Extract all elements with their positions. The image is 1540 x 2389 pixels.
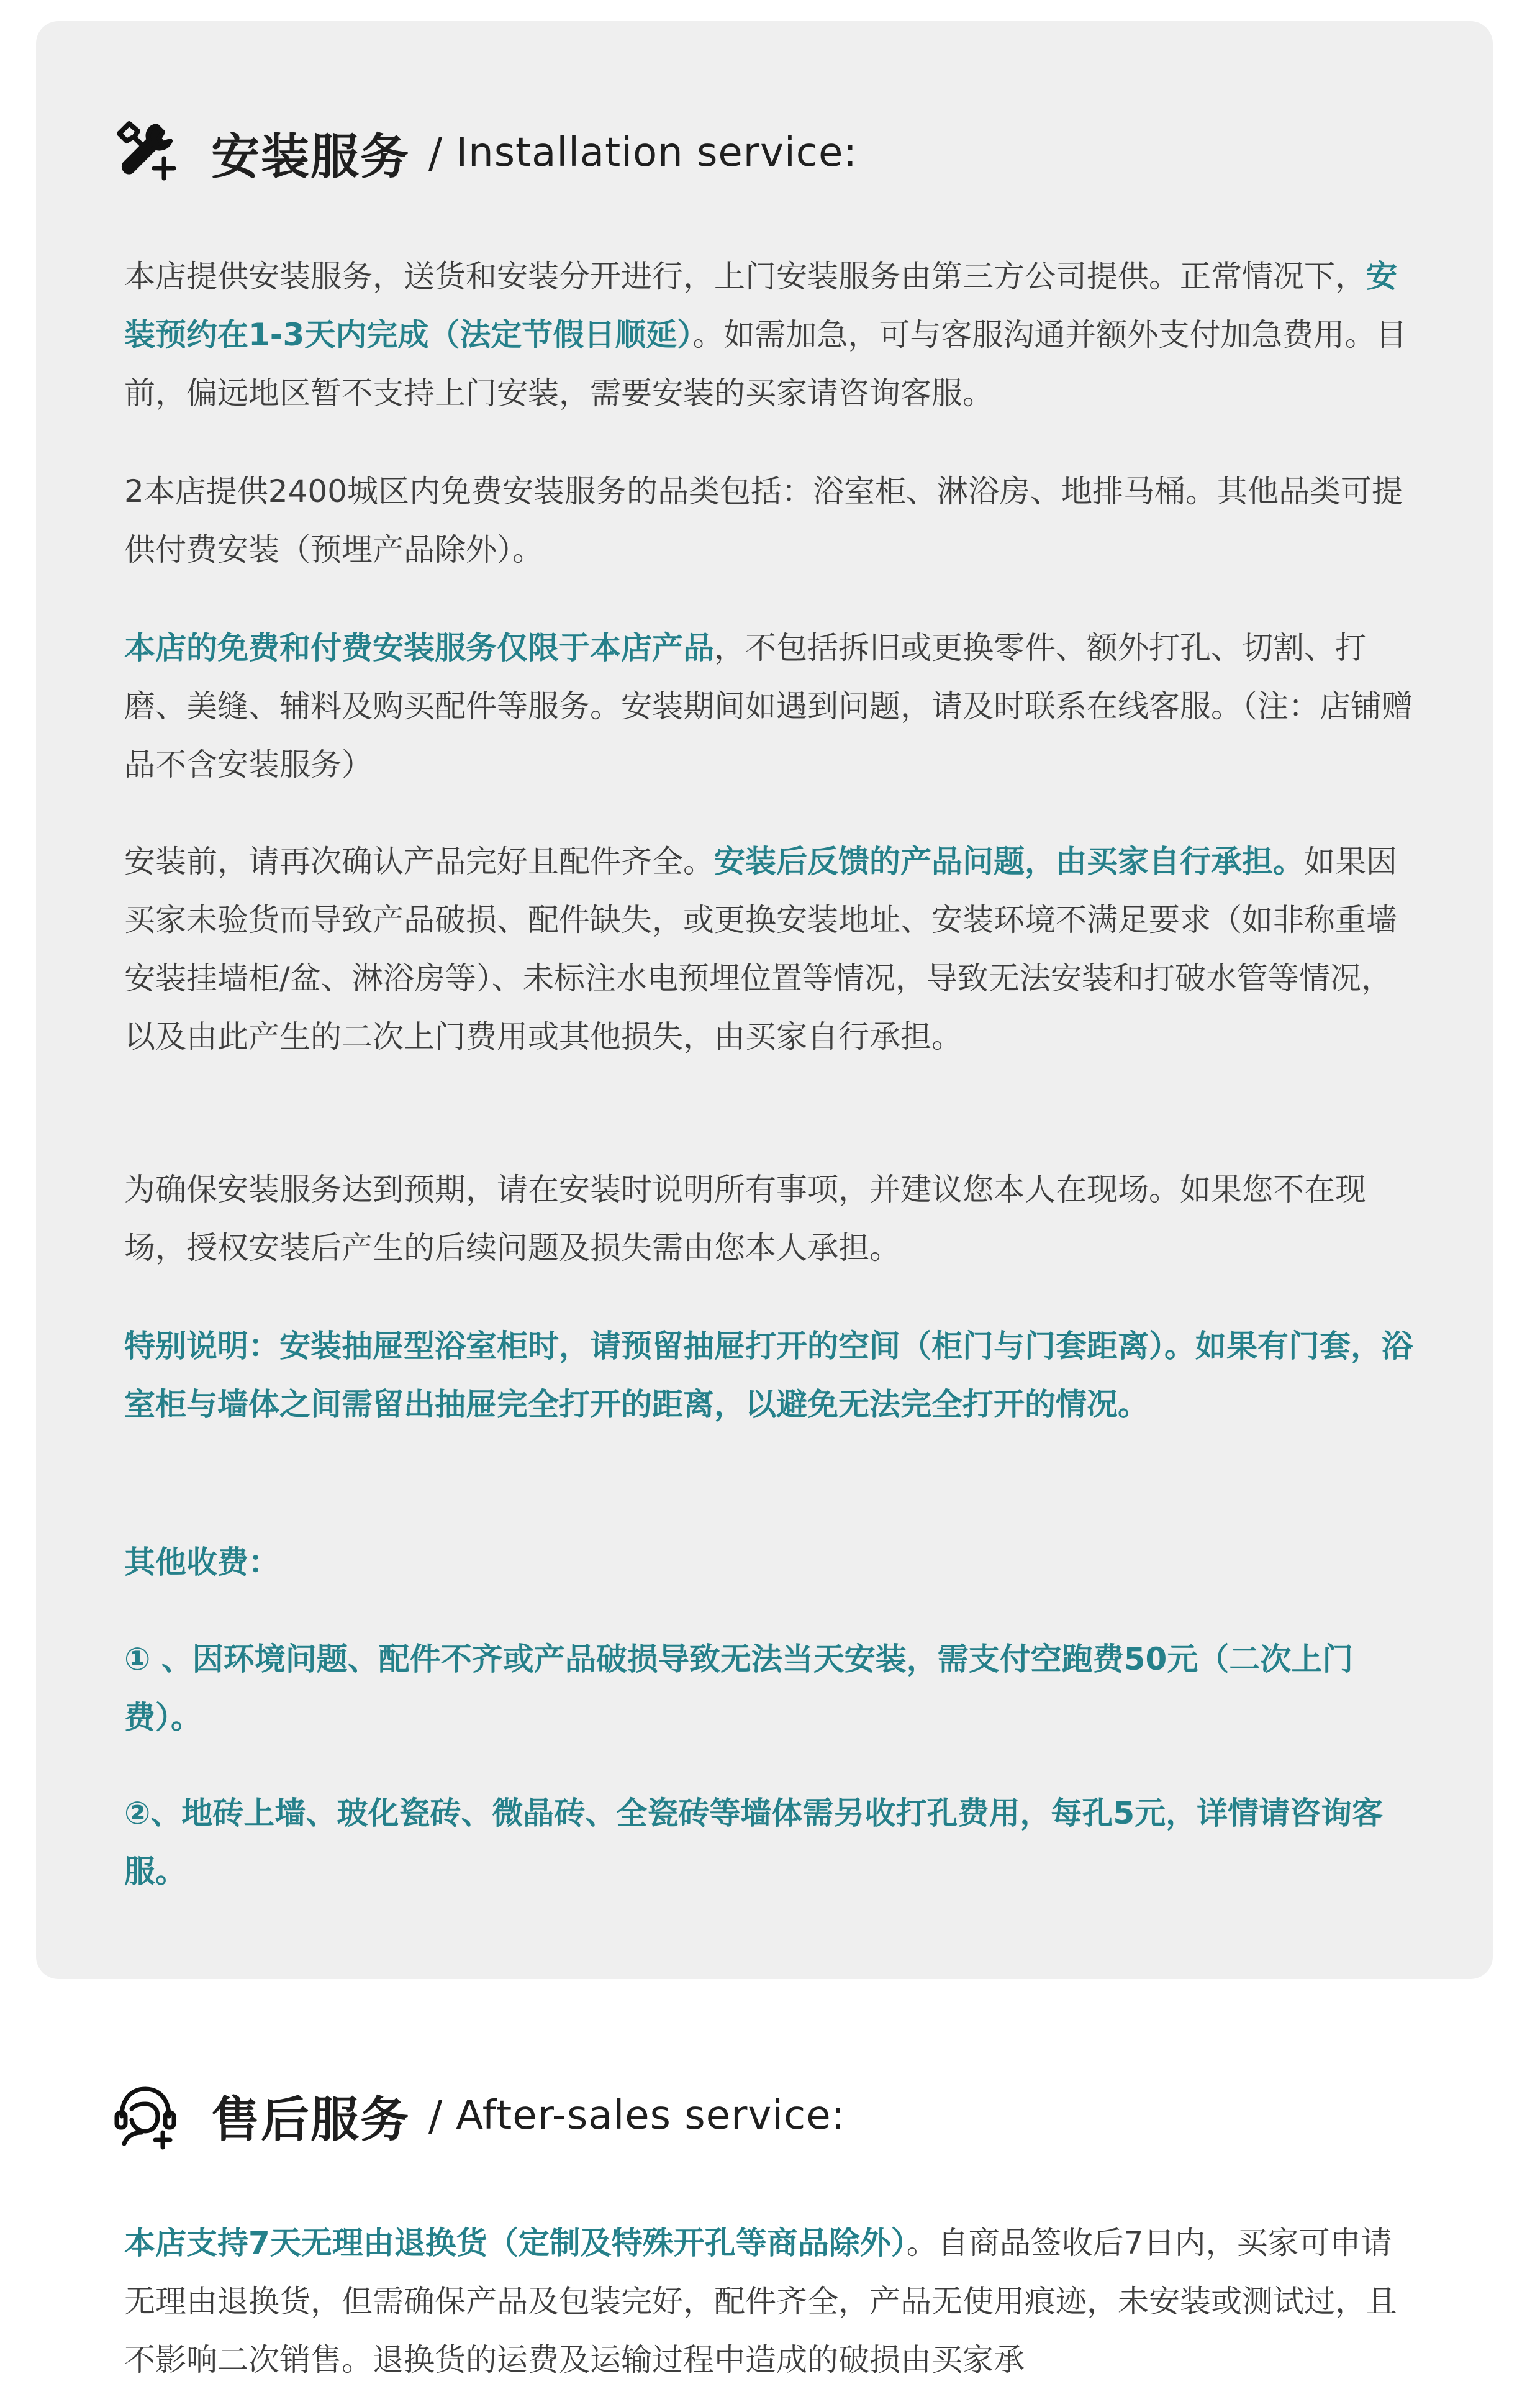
installation-body-3 — [124, 619, 1422, 794]
charge-item-2: ②、地砖上墙、玻化瓷砖、微晶砖、全瓷砖等墙体需另收打孔费用，每孔5元，详情请咨询客服。 — [124, 1795, 1384, 1890]
p4-highlight: 安装后反馈的产品问题，由买家自行承担。 — [714, 844, 1304, 880]
installation-body-4 — [124, 832, 1422, 1066]
installation-special-note: 特别说明：安装抽屉型浴室柜时，请预留抽屉打开的空间（柜门与门套距离）。如果有门套，浴室柜与墙体之间需留出抽屉完全打开的距离，以避免无法完全打开的情况。 — [124, 1328, 1413, 1422]
aftersales-title-en: After-sales service — [456, 2093, 831, 2139]
installation-body-7 — [124, 1533, 1422, 1591]
p4-text-c: 如果因买家未验货而导致产品破损、配件缺失，或更换安装地址、安装环境不满足要求（如非称重墙安装挂墙柜/盆、淋浴房等）、未标注水电预埋位置等情况，导致无法安装和打破水管等情况，以及由此产生的二次上门费用或其他损失，由买家自行承担。 — [124, 844, 1397, 1055]
installation-body-8 — [124, 1630, 1422, 1747]
p1-text-c: 。如需加急，可与客服沟通并额外支付加急费用。目前，偏远地区暂不支持上门安装，需要安装的买家请咨询客服。 — [124, 317, 1407, 411]
installation-paragraph-5: 为确保安装服务达到预期，请在安装时说明所有事项，并建议您本人在现场。如果您不在现场，授权安装后产生的后续问题及损失需由您本人承担。 — [124, 1172, 1366, 1266]
charge-item-1: ① 、因环境问题、配件不齐或产品破损导致无法当天安装，需支付空跑费50元（二次上门费）。 — [124, 1641, 1354, 1736]
aftersales-paragraph-1 — [124, 2214, 1422, 2389]
installation-body-5 — [124, 1160, 1422, 1277]
wrench-screwdriver-icon — [111, 119, 179, 187]
installation-heading — [111, 118, 857, 188]
installation-body-6 — [124, 1317, 1422, 1434]
other-charges-heading: 其他收费： — [124, 1544, 279, 1580]
p1-highlight: 安装预约在1-3天内完成（法定节假日顺延） — [124, 258, 1397, 353]
title-colon: : — [831, 2093, 845, 2139]
installation-title-en: Installation service — [456, 130, 844, 176]
title-colon: : — [843, 130, 857, 176]
installation-paragraph-3 — [124, 619, 1422, 794]
installation-body-9 — [124, 1784, 1422, 1901]
p1-text-a: 本店提供安装服务，送货和安装分开进行，上门安装服务由第三方公司提供。正常情况下， — [124, 258, 1366, 294]
installation-title-zh: 安装服务 — [211, 129, 410, 185]
installation-paragraph-4 — [124, 832, 1422, 1066]
aftersales-title-zh: 售后服务 — [211, 2092, 410, 2148]
installation-body — [124, 247, 1422, 422]
p4-text-a: 安装前，请再次确认产品完好且配件齐全。 — [124, 844, 714, 880]
aftersales-body — [124, 2214, 1422, 2389]
installation-body-2 — [124, 462, 1422, 579]
headset-agent-icon — [111, 2082, 179, 2150]
p3-text-b: ，不包括拆旧或更换零件、额外打孔、切割、打磨、美缝、辅料及购买配件等服务。安装期间如遇到问题，请及时联系在线客服。（注：店铺赠品不含安装服务） — [124, 630, 1413, 783]
installation-paragraph-1 — [124, 247, 1422, 422]
p3-highlight: 本店的免费和付费安装服务仅限于本店产品 — [124, 630, 714, 666]
aftersales-highlight: 本店支持7天无理由退换货（定制及特殊开孔等商品除外） — [124, 2225, 907, 2261]
title-slash: / — [428, 2091, 443, 2140]
title-slash: / — [428, 129, 443, 177]
aftersales-heading — [111, 2081, 845, 2150]
aftersales-text-b: 。自商品签收后7日内，买家可申请无理由退换货，但需确保产品及包装完好，配件齐全，产品无使用痕迹，未安装或测试过，且不影响二次销售。退换货的运费及运输过程中造成的破损由买家承 — [124, 2225, 1397, 2378]
installation-paragraph-2: 2本店提供2400城区内免费安装服务的品类包括：浴室柜、淋浴房、地排马桶。其他品类可提供付费安装（预埋产品除外）。 — [124, 473, 1403, 568]
